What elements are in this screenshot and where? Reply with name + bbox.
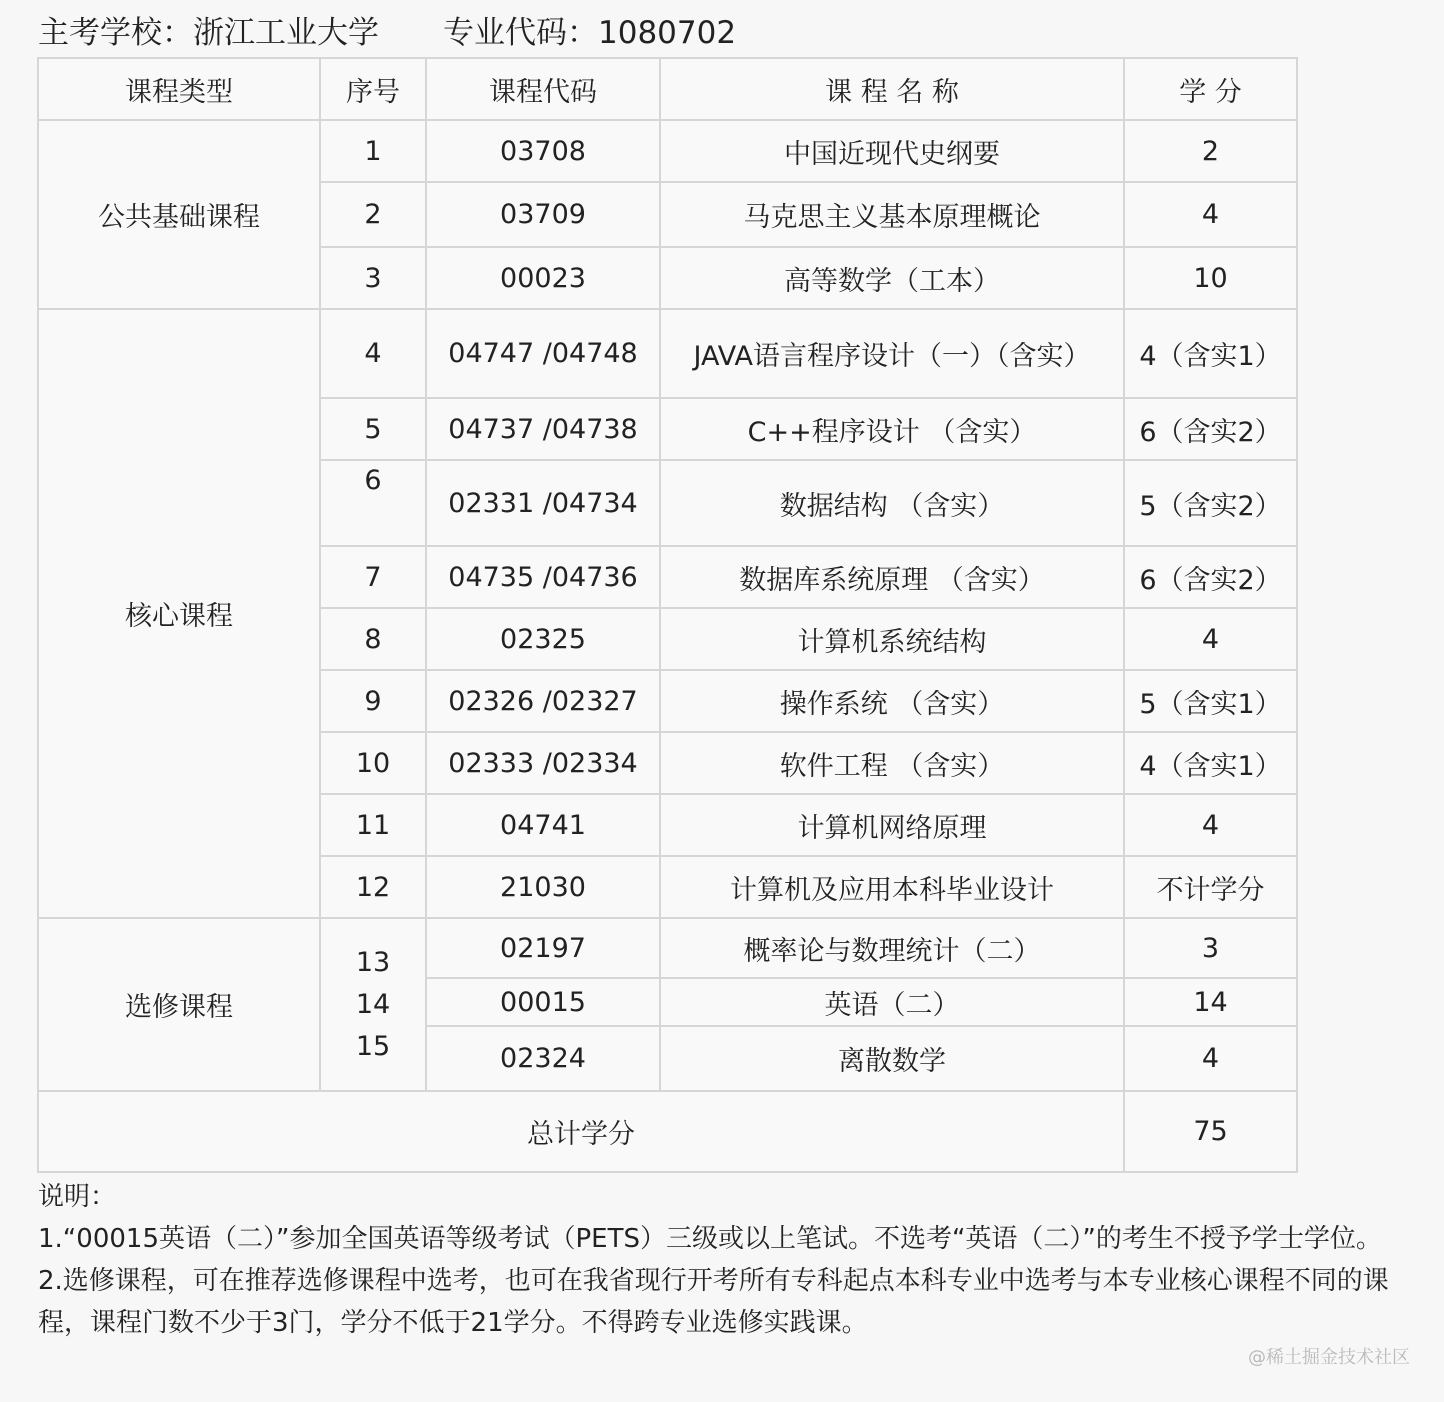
row-credit: 5（含实1） — [1124, 670, 1297, 732]
row-credit: 4 — [1124, 1026, 1297, 1091]
note-2: 2.选修课程，可在推荐选修课程中选考，也可在我省现行开考所有专科起点本科专业中选考与本专业核心课程不同的课程，课程门数不少于3门，学分不低于21学分。不得跨专业选修实践课。 — [38, 1266, 1389, 1338]
major-code: 专业代码：1080702 — [443, 15, 737, 51]
row-name: 计算机及应用本科毕业设计 — [660, 856, 1124, 918]
row-name: 计算机网络原理 — [660, 794, 1124, 856]
row-code: 00023 — [426, 247, 660, 309]
row-code: 03708 — [426, 120, 660, 182]
column-header-seq: 序号 — [320, 58, 426, 120]
row-seq: 1 — [320, 120, 426, 182]
row-seq: 13 — [355, 946, 391, 978]
row-credit: 4 — [1124, 182, 1297, 247]
row-name: C++程序设计 （含实） — [660, 398, 1124, 460]
row-seq: 9 — [320, 670, 426, 732]
row-code: 04747 /04748 — [426, 309, 660, 398]
total-value: 75 — [1124, 1091, 1297, 1172]
table-row — [38, 309, 1297, 398]
table-row — [38, 120, 1297, 182]
row-credit: 6（含实2） — [1124, 546, 1297, 608]
page-header — [38, 12, 736, 54]
row-credit: 4（含实1） — [1124, 309, 1297, 398]
row-code: 02326 /02327 — [426, 670, 660, 732]
row-name: 中国近现代史纲要 — [660, 120, 1124, 182]
row-name: 英语（二） — [660, 978, 1124, 1026]
exam-school: 主考学校：浙江工业大学 — [38, 15, 379, 51]
row-seq: 6 — [320, 460, 426, 546]
row-code: 04737 /04738 — [426, 398, 660, 460]
row-seq: 12 — [320, 856, 426, 918]
group-elective: 选修课程 — [38, 918, 320, 1091]
row-name: 概率论与数理统计（二） — [660, 918, 1124, 978]
row-seq: 3 — [320, 247, 426, 309]
row-credit: 4 — [1124, 608, 1297, 670]
total-label: 总计学分 — [38, 1091, 1124, 1172]
row-credit: 2 — [1124, 120, 1297, 182]
table-header-row — [38, 58, 1297, 120]
row-code: 00015 — [426, 978, 660, 1026]
row-code: 02324 — [426, 1026, 660, 1091]
row-code: 04735 /04736 — [426, 546, 660, 608]
row-name: 软件工程 （含实） — [660, 732, 1124, 794]
column-header-code: 课程代码 — [426, 58, 660, 120]
notes-section — [38, 1176, 1418, 1344]
row-credit: 4 — [1124, 794, 1297, 856]
row-credit: 14 — [1124, 978, 1297, 1026]
row-credit: 4（含实1） — [1124, 732, 1297, 794]
row-code: 02333 /02334 — [426, 732, 660, 794]
row-credit: 10 — [1124, 247, 1297, 309]
note-1: 1.“00015英语（二）”参加全国英语等级考试（PETS）三级或以上笔试。不选考“英语（二）”的考生不授予学士学位。 — [38, 1224, 1382, 1254]
column-header-name: 课 程 名 称 — [660, 58, 1124, 120]
row-seq: 10 — [320, 732, 426, 794]
row-credit: 5（含实2） — [1124, 460, 1297, 546]
row-name: 计算机系统结构 — [660, 608, 1124, 670]
table-row — [38, 918, 1297, 978]
row-code: 21030 — [426, 856, 660, 918]
elective-seq-stack — [320, 918, 426, 1091]
row-seq: 11 — [320, 794, 426, 856]
notes-title: 说明： — [38, 1182, 117, 1212]
row-name: 马克思主义基本原理概论 — [660, 182, 1124, 247]
row-name: 数据结构 （含实） — [660, 460, 1124, 546]
curriculum-table — [37, 57, 1298, 1173]
row-code: 02325 — [426, 608, 660, 670]
column-header-type: 课程类型 — [38, 58, 320, 120]
watermark: @稀土掘金技术社区 — [1248, 1347, 1410, 1368]
row-seq: 2 — [320, 182, 426, 247]
row-name: 离散数学 — [660, 1026, 1124, 1091]
total-row — [38, 1091, 1297, 1172]
row-seq: 14 — [355, 988, 391, 1020]
row-credit: 不计学分 — [1124, 856, 1297, 918]
row-credit: 3 — [1124, 918, 1297, 978]
group-public: 公共基础课程 — [38, 120, 320, 309]
column-header-credit: 学 分 — [1124, 58, 1297, 120]
row-seq: 8 — [320, 608, 426, 670]
row-code: 03709 — [426, 182, 660, 247]
group-core: 核心课程 — [38, 309, 320, 918]
row-code: 02331 /04734 — [426, 460, 660, 546]
row-name: JAVA语言程序设计（一）（含实） — [660, 309, 1124, 398]
row-name: 数据库系统原理 （含实） — [660, 546, 1124, 608]
row-credit: 6（含实2） — [1124, 398, 1297, 460]
row-seq: 5 — [320, 398, 426, 460]
row-code: 04741 — [426, 794, 660, 856]
row-name: 高等数学（工本） — [660, 247, 1124, 309]
row-seq: 4 — [320, 309, 426, 398]
row-code: 02197 — [426, 918, 660, 978]
row-seq: 15 — [355, 1030, 391, 1062]
row-seq: 7 — [320, 546, 426, 608]
row-name: 操作系统 （含实） — [660, 670, 1124, 732]
